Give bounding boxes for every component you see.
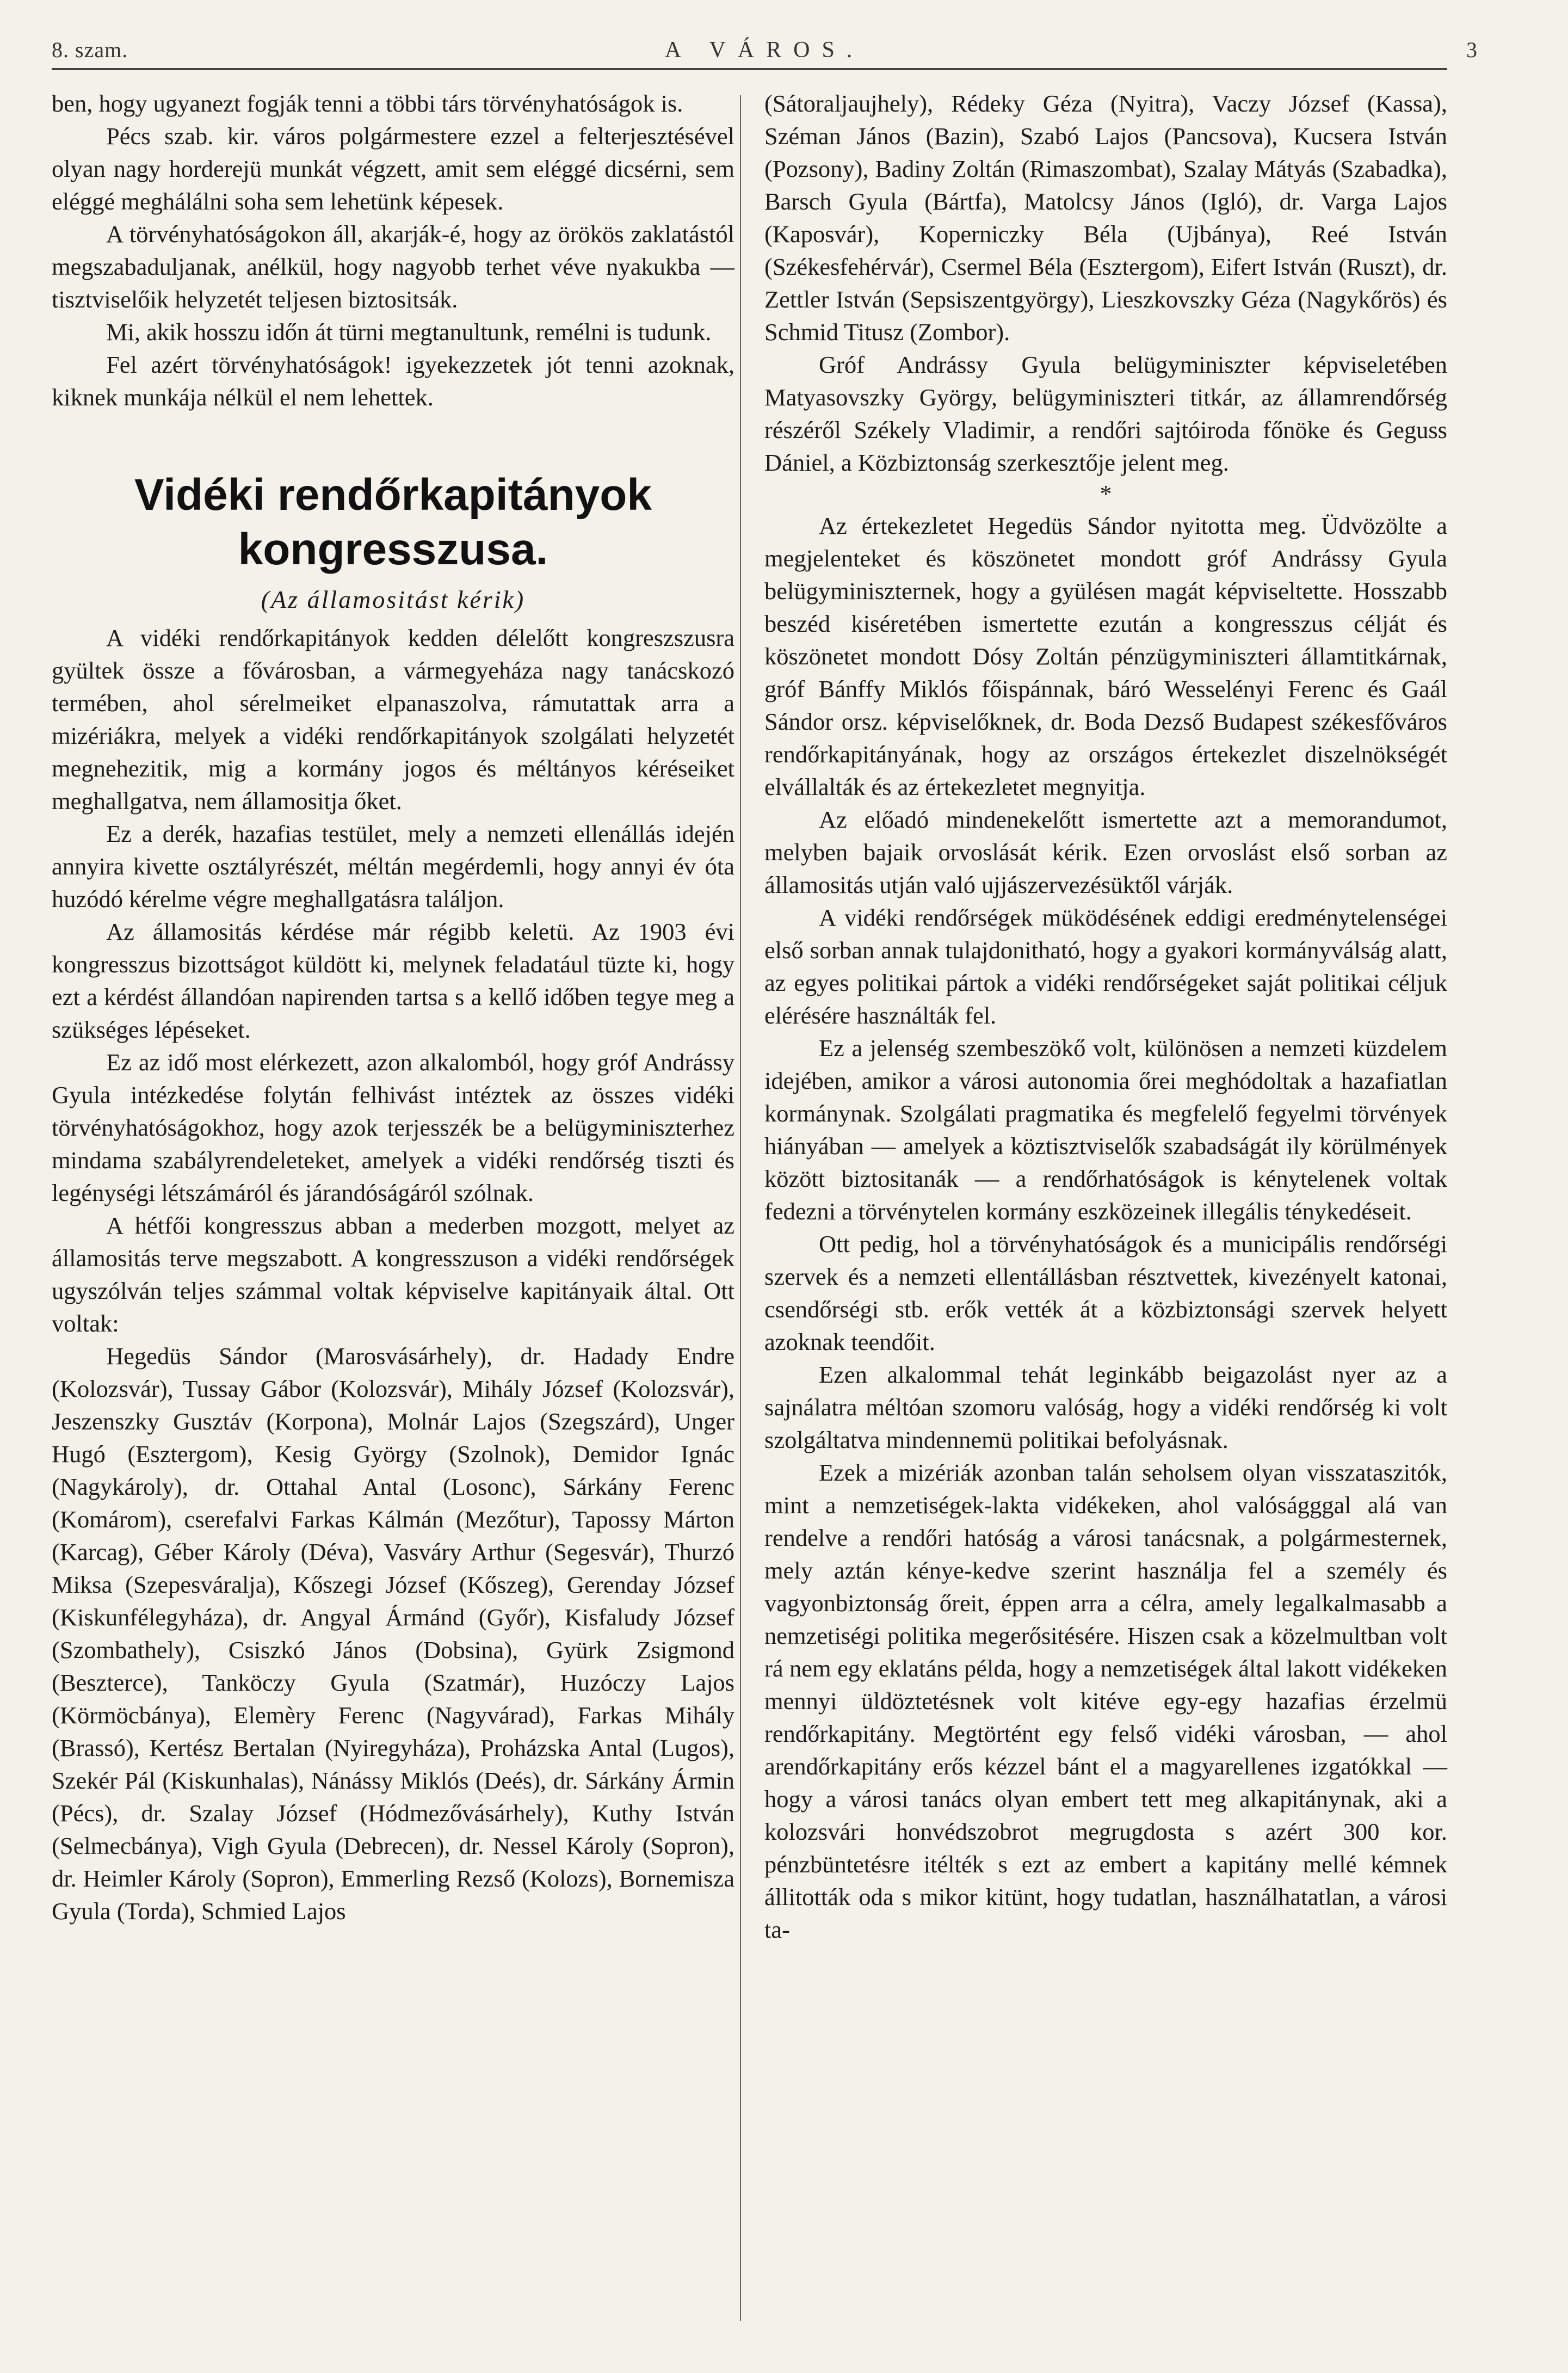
paragraph: Az államositás kérdése már régibb keletü. Az 1903 évi kongresszus bizottságot küldött ki, melynek feladatául tüzte ki, hogy ezt a kérdést állandóan napirenden tartsa s a kellő időben tegye meg a szükséges lépéseket. [52, 918, 734, 1043]
paragraph: Gróf Andrássy Gyula belügyminiszter képviseletében Matyasovszky György, belügyminiszteri titkár, az államrendőrség részéről Székely Vladimir, a rendőri sajtóiroda főnöke és Geguss Dániel, a Közbiztonság szerkesztője jelent meg. [764, 351, 1447, 476]
paragraph: Az értekezletet Hegedüs Sándor nyitotta meg. Üdvözölte a megjelenteket és köszönetet mondott gróf Andrássy Gyula belügyminiszternek, hogy a gyülésen magát képviseltette. Hosszabb beszéd kiséretében ismertette ezután a kongresszus célját és köszönetet mondott Dósy Zoltán pénzügyminiszteri államtitkárnak, gróf Bánffy Miklós főispánnak, báró Wesselényi Ferenc és Gaál Sándor orsz. képviselőknek, dr. Boda Dezső Budapest székesfőváros rendőrkapitányának, hogy az országos értekezlet diszelnökségét elvállalták és az értekezletet megnyitja. [764, 512, 1447, 800]
paragraph: A törvényhatóságokon áll, akarják-é, hogy az örökös zaklatástól megszabaduljanak, anélkül, hogy nagyobb terhet véve nyakukba — tisztviselőik helyzetét teljesen biztositsák. [52, 220, 734, 313]
issue-number: 8. szam. [52, 38, 128, 62]
column-rule [740, 95, 741, 2321]
header-rule [52, 68, 1447, 70]
paragraph: Pécs szab. kir. város polgármestere ezzel a felterjesztésével olyan nagy horderejü munkát végzett, amit sem eléggé dicsérni, sem eléggé meghálálni soha sem lehetünk képesek. [52, 122, 734, 215]
paragraph: Az előadó mindenekelőtt ismertette azt a memorandumot, melyben bajaik orvoslását kérik. Ezen orvoslást első sorban az államositás utján való ujjászervezésüktől várják. [764, 806, 1447, 898]
paragraph: Ott pedig, hol a törvényhatóságok és a municipális rendőrségi szervek és a nemzeti ellentállásban résztvettek, kivezényelt katonai, csendőrségi stb. erők vették át a közbiztonsági szervek helyett azoknak teendőit. [764, 1230, 1447, 1355]
newspaper-title: A VÁROS. [664, 38, 865, 63]
paragraph: Ezek a mizériák azonban talán seholsem olyan visszataszitók, mint a nemzetiségek-lakta vidékeken, ahol valóságggal alá van rendelve a rendőri hatóság a városi tanácsnak, a polgármesternek, mely aztán kénye-kedve szerint használja fel a személy és vagyonbiztonság őreit, éppen arra a célra, amely legalkalmasabb a nemzetiségi politika megerősitésére. Hiszen csak a közelmultban volt rá nem egy eklatáns példa, hogy a nemzetiségek által lakott vidékeken mennyi üldöztetésnek volt kitéve egy-egy hazafias érzelmü rendőrkapitány. Megtörtént egy felső vidéki városban, — ahol arendőrkapitány erős kézzel bánt el a magyarellenes izgatókkal — hogy a városi tanács olyan embert tett meg alkapitánynak, aki a kolozsvári honvédszobrot megrugdosta s azért 300 kor. pénzbüntetésre itélték s ezt az embert a kapitány mellé kémnek állitották oda s mikor kitünt, hogy tudatlan, használhatatlan, a városi ta- [764, 1459, 1447, 1943]
article-subtitle: (Az államositást kérik) [261, 585, 526, 613]
paragraph: Ez a derék, hazafias testület, mely a nemzeti ellenállás idején annyira kivette osztályrészét, méltán megérdemli, hogy annyi év óta huzódó kérelme végre meghallgatásra találjon. [52, 820, 734, 913]
right-column [764, 87, 1447, 1946]
section-separator: * [1100, 480, 1112, 507]
paragraph: Ez az idő most elérkezett, azon alkalomból, hogy gróf Andrássy Gyula intézkedése folytán felhivást intéztek az összes vidéki törvényhatóságokhoz, hogy azok terjesszék be a belügyminiszterhez mindama szabályrendeleteket, amelyek a vidéki rendőrség tiszti és legénységi létszámáról és járandóságáról szólnak. [52, 1049, 734, 1206]
paragraph: A vidéki rendőrkapitányok kedden délelőtt kongreszszusra gyültek össze a fővárosban, a vármegyeháza nagy tanácskozó termében, ahol sérelmeiket elpanaszolva, rámutattak arra a mizériákra, melyek a vidéki rendőrkapitányok szolgálati helyzetét megnehezitik, mig a kormány jogos és méltányos kéréseiket meghallgatva, nem államositja őket. [52, 624, 734, 815]
paragraph: (Sátoraljaujhely), Rédeky Géza (Nyitra), Vaczy József (Kassa), Széman János (Bazin), Szabó Lajos (Pancsova), Kucsera István (Pozsony), Badiny Zoltán (Rimaszombat), Szalay Mátyás (Szabadka), Barsch Gyula (Bártfa), Matolcsy János (Igló), dr. Varga Lajos (Kaposvár), Koperniczky Béla (Ujbánya), Reé István (Székesfehérvár), Csermel Béla (Esztergom), Eifert István (Ruszt), dr. Zettler István (Sepsiszentgyörgy), Lieszkovszky Géza (Nagykőrös) és Schmid Titusz (Zombor). [764, 90, 1447, 346]
paragraph: ben, hogy ugyanezt fogják tenni a többi társ törvényhatóságok is. [52, 90, 683, 117]
article-title: Vidéki rendőrkapitányok kongresszusa. [134, 470, 652, 574]
paragraph: Mi, akik hosszu időn át türni megtanultunk, remélni is tudunk. [106, 318, 712, 346]
left-column [52, 87, 734, 1927]
paragraph: Ez a jelenség szembeszökő volt, különösen a nemzeti küzdelem idejében, amikor a városi autonomia őrei meghódoltak a hazafiatlan kormánynak. Szolgálati pragmatika és megfelelő fegyelmi törvények hiányában — amelyek a köztisztviselők szabadságát ily körülmények között biztositanák — a rendőrhatóságok is kénytelenek voltak fedezni a törvénytelen kormány eszközeinek illegális ténykedéseit. [764, 1034, 1447, 1225]
paragraph: A hétfői kongresszus abban a mederben mozgott, melyet az államositás terve megszabott. A kongresszuson a vidéki rendőrségek ugyszólván teljes számmal voltak képviselve kapitányaik által. Ott voltak: [52, 1212, 734, 1337]
paragraph: Hegedüs Sándor (Marosvásárhely), dr. Hadady Endre (Kolozsvár), Tussay Gábor (Kolozsvár), Mihály József (Kolozsvár), Jeszenszky Gusztáv (Korpona), Molnár Lajos (Szegszárd), Unger Hugó (Esztergom), Kesig György (Szolnok), Demidor Ignác (Nagykároly), dr. Ottahal Antal (Losonc), Sárkány Ferenc (Komárom), cserefalvi Farkas Kálmán (Mezőtur), Tapossy Márton (Karcag), Géber Károly (Déva), Vasváry Arthur (Segesvár), Thurzó Miksa (Szepesváralja), Kőszegi József (Kőszeg), Gerenday József (Kiskunfélegyháza), dr. Angyal Ármánd (Győr), Kisfaludy József (Szombathely), Csiszkó János (Dobsina), Gyürk Zsigmond (Beszterce), Tanköczy Gyula (Szatmár), Huzóczy Lajos (Körmöcbánya), Elemèry Ferenc (Nagyvárad), Farkas Mihály (Brassó), Kertész Bertalan (Nyiregyháza), Proházska Antal (Lugos), Szekér Pál (Kiskunhalas), Nánássy Miklós (Deés), dr. Sárkány Ármin (Pécs), dr. Szalay József (Hódmezővásárhely), Kuthy István (Selmecbánya), Vigh Gyula (Debrecen), dr. Nessel Károly (Sopron), dr. Heimler Károly (Sopron), Emmerling Rezső (Kolozs), Bornemisza Gyula (Torda), Schmied Lajos [52, 1342, 734, 1925]
paragraph: A vidéki rendőrségek müködésének eddigi eredménytelenségei első sorban annak tulajdonitható, hogy a gyakori kormányválság alatt, az egyes politikai pártok a vidéki rendőrségeket saját politikai céljuk elérésére használták fel. [764, 904, 1447, 1029]
running-header [52, 33, 1477, 65]
paragraph: Ezen alkalommal tehát leginkább beigazolást nyer az a sajnálatra méltóan szomoru valóság, hogy a vidéki rendőrség ki volt szolgáltatva mindennemü politikai befolyásnak. [764, 1361, 1447, 1453]
page-number: 3 [1466, 38, 1477, 62]
paragraph: Fel azért törvényhatóságok! igyekezzetek jót tenni azoknak, kiknek munkája nélkül el nem lehettek. [52, 351, 734, 411]
